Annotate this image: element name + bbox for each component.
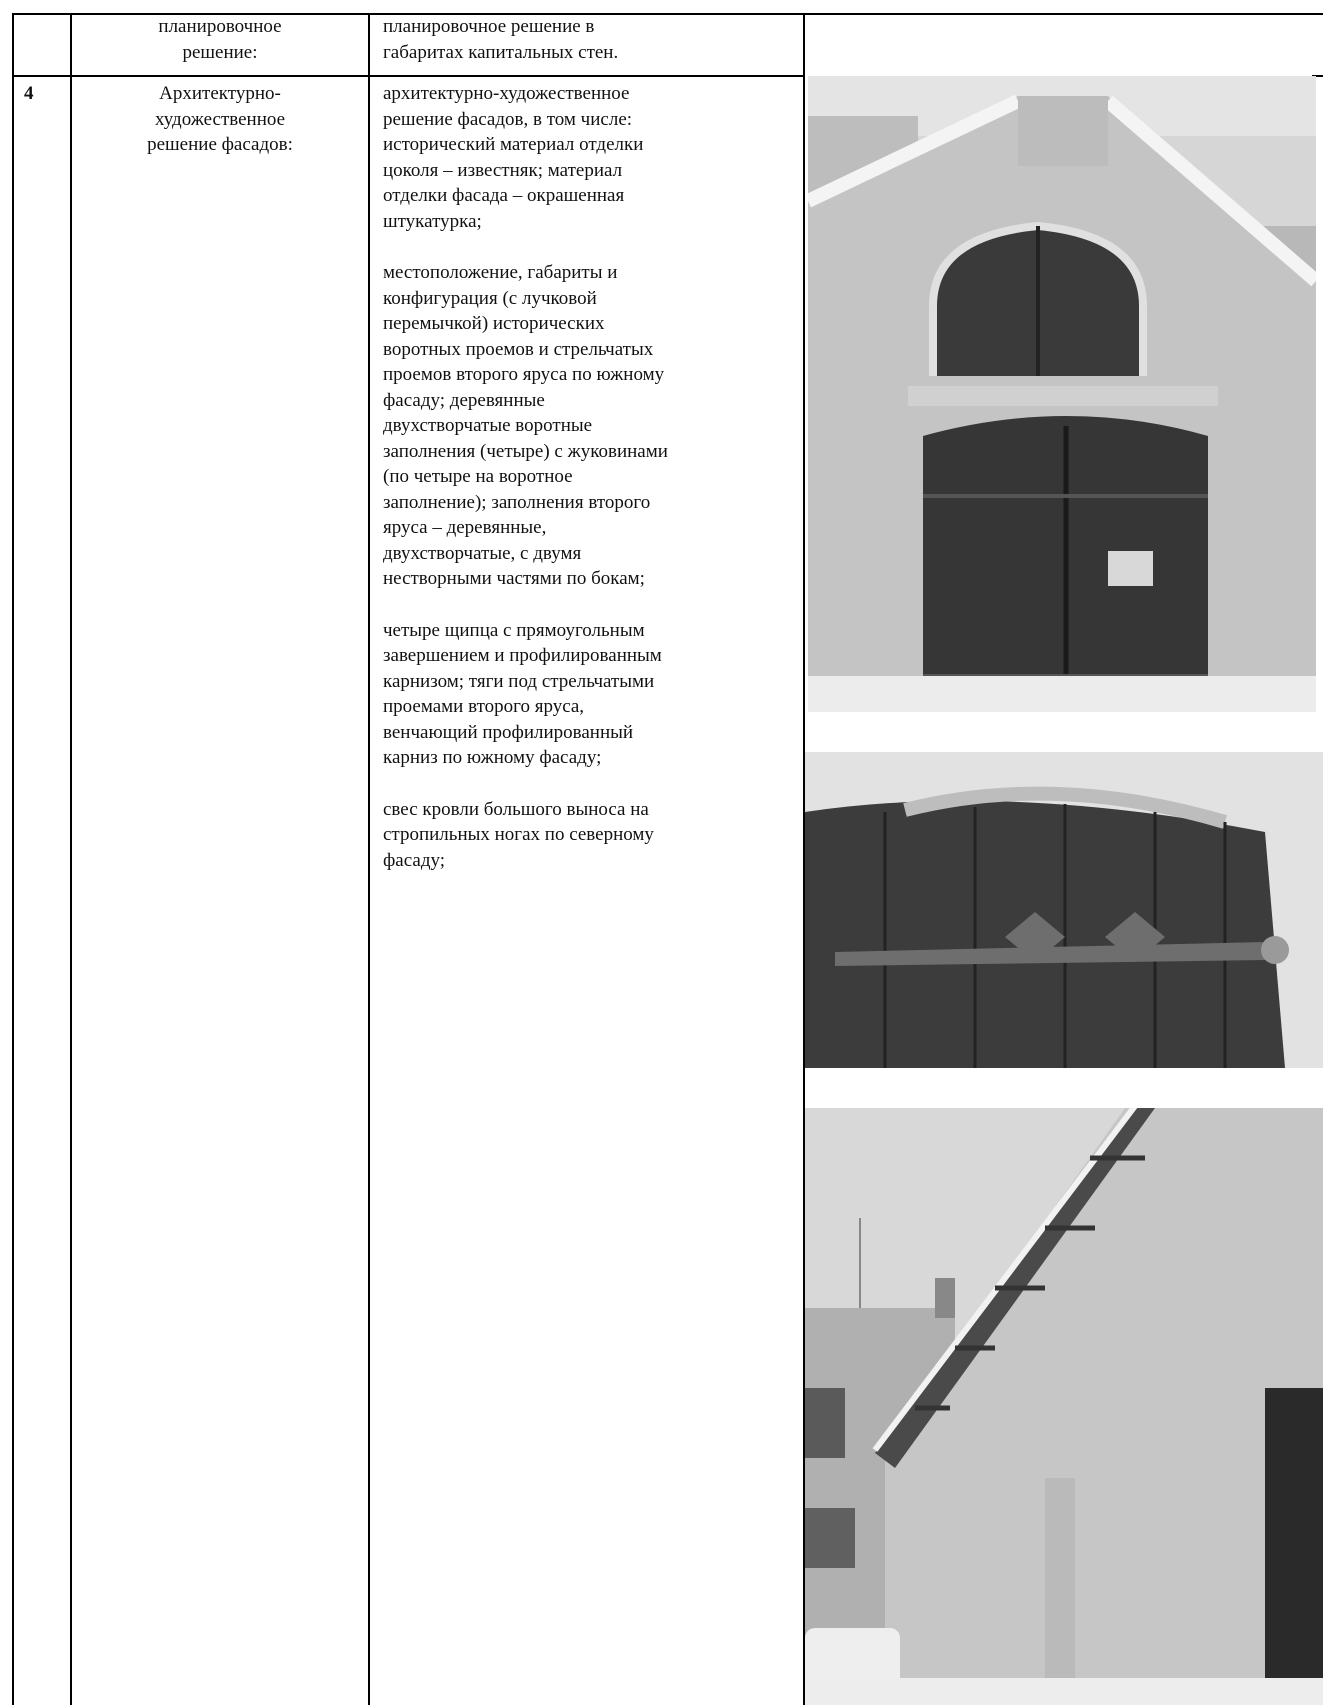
photo-gable-with-gates-drawing: [808, 76, 1316, 712]
photo-gate-hinge-detail: [805, 752, 1323, 1068]
desc-line: решение фасадов, в том числе:: [383, 108, 633, 130]
table-left-border: [12, 13, 14, 1705]
desc-line: местоположение, габариты и: [383, 262, 618, 283]
desc-line: фасаду;: [383, 849, 446, 871]
desc-line: фасаду; деревянные: [383, 389, 545, 411]
photo-gable-with-gates: [808, 76, 1316, 712]
desc-line: штукатурка;: [383, 210, 482, 232]
desc-line: двухстворчатые воротные: [383, 415, 593, 436]
desc-line: проемами второго яруса,: [383, 696, 585, 717]
row-name-cell: [72, 81, 368, 158]
row-name-line: Архитектурно-: [159, 83, 281, 104]
photo-north-facade-eaves: [805, 1108, 1323, 1705]
desc-line: перемычкой) исторических: [383, 313, 605, 334]
row-name-line: художественное: [154, 108, 286, 130]
desc-line: стропильных ногах по северному: [383, 824, 654, 845]
column-divider-1: [70, 13, 72, 1705]
desc-line: заполнение); заполнения второго: [383, 491, 651, 513]
prev-row-name-line: решение:: [182, 41, 258, 63]
desc-line: яруса – деревянные,: [383, 517, 547, 538]
photo-gate-hinge-detail-drawing: [805, 752, 1323, 1068]
prev-row-desc-line: габаритах капитальных стен.: [383, 41, 619, 63]
prev-row-desc-line: планировочное решение в: [383, 16, 595, 37]
photo-north-facade-eaves-drawing: [805, 1108, 1323, 1705]
desc-line: конфигурация (с лучковой: [383, 287, 597, 309]
prev-row-desc-cell: [383, 14, 803, 65]
paragraph-gap: [383, 592, 803, 618]
desc-line: отделки фасада – окрашенная: [383, 185, 625, 206]
row-number: 4: [24, 83, 34, 104]
prev-row-name-line: планировочное: [158, 16, 282, 37]
row-description-cell: [383, 81, 803, 873]
desc-line: нестворными частями по бокам;: [383, 568, 645, 589]
desc-line: воротных проемов и стрельчатых: [383, 338, 654, 360]
desc-line: карниз по южному фасаду;: [383, 747, 602, 768]
desc-line: венчающий профилированный: [383, 721, 634, 743]
paragraph-gap: [383, 771, 803, 797]
desc-line: (по четыре на воротное: [383, 466, 573, 487]
desc-line: архитектурно-художественное: [383, 83, 630, 104]
desc-line: карнизом; тяги под стрельчатыми: [383, 670, 655, 692]
prev-row-name-cell: [72, 14, 368, 65]
desc-line: исторический материал отделки: [383, 134, 644, 155]
desc-line: двухстворчатые, с двумя: [383, 542, 582, 564]
desc-line: заполнения (четыре) с жуковинами: [383, 440, 668, 462]
row-name-line: решение фасадов:: [147, 134, 293, 155]
desc-line: свес кровли большого выноса на: [383, 798, 649, 820]
column-divider-2: [368, 13, 370, 1705]
desc-line: четыре щипца с прямоугольным: [383, 619, 645, 641]
desc-line: завершением и профилированным: [383, 645, 662, 666]
desc-line: проемов второго яруса по южному: [383, 364, 665, 385]
desc-line: цоколя – известняк; материал: [383, 159, 623, 181]
paragraph-gap: [383, 234, 803, 260]
row-divider: [12, 75, 803, 77]
